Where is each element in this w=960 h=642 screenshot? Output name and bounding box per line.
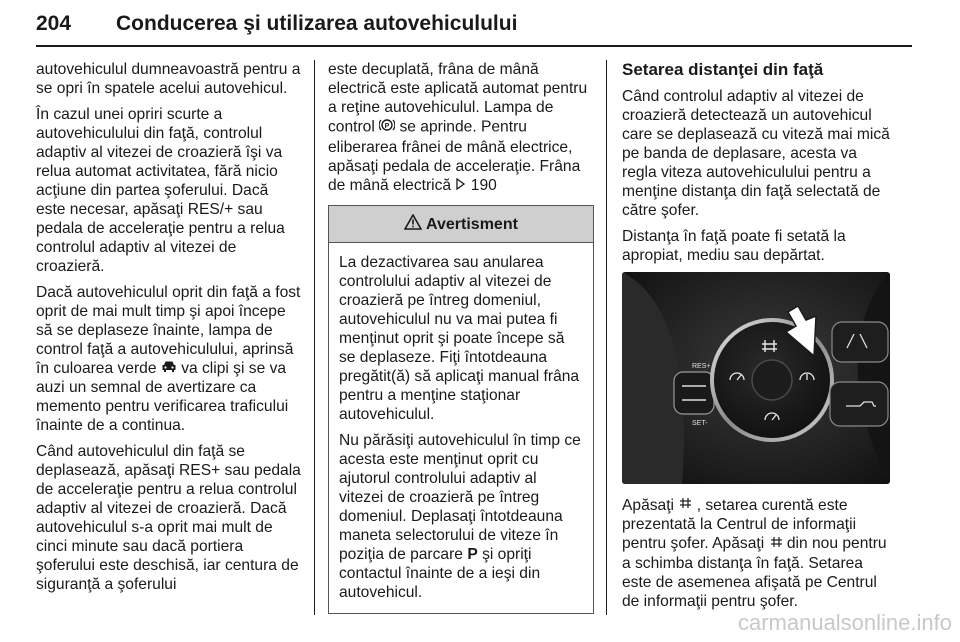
paragraph-text: se aprinde. Pentru eliberarea frânei de mână electrice, apăsaţi pedala de acceleraţie. Frâna de mână electrică — [328, 118, 581, 194]
header-rule — [36, 45, 912, 47]
warning-title: Avertisment — [426, 215, 518, 233]
column-2 — [328, 60, 594, 614]
column-divider — [314, 60, 315, 615]
page-reference[interactable]: 190 — [470, 177, 497, 194]
column-divider — [606, 60, 607, 615]
vehicle-ahead-icon — [161, 359, 177, 378]
page-title: Conducerea şi utilizarea autovehiculului — [116, 12, 518, 35]
following-distance-icon — [678, 496, 692, 515]
lane-assist-button — [832, 322, 888, 362]
paragraph: Când autovehiculul din faţă se deplasează, apăsaţi RES+ sau pedala de acceleraţie pentru a relua controlul adaptiv al vitezei de croazieră. Dacă autovehiculul s-a oprit mai mult de cinci minute sau dacă portiera şoferului este deschisă, iar centura de siguranţă a şoferului — [36, 443, 301, 594]
paragraph: autovehiculul dumneavoastră pentru a se opri în spatele acelui autovehicul. — [36, 61, 301, 97]
parking-brake-icon — [379, 117, 395, 138]
following-distance-icon — [769, 535, 783, 554]
set-label: SET- — [692, 420, 708, 427]
warning-header — [329, 206, 593, 243]
paragraph-text: , setarea curentă este prezentată la Centrul de informaţii pentru şofer. Apăsaţi — [622, 497, 857, 553]
center-button — [752, 360, 792, 400]
column-1 — [36, 60, 302, 601]
page-header — [36, 8, 912, 48]
warning-body — [329, 243, 593, 613]
distance-alert-button — [830, 382, 888, 426]
paragraph-text: Nu părăsiţi autovehiculul în timp ce acesta este menţinut oprit cu ajutorul controlului adaptiv al vitezei de croazieră pe întreg domeniul. Deplasaţi întotdeauna maneta selectorului de viteze în poziţia de parcare — [339, 432, 581, 564]
paragraph-text: din nou pentru a schimba distanţa în faţă. Setarea este de asemenea afişată pe Centrul de informaţii pentru şofer. — [622, 535, 887, 610]
paragraph — [339, 431, 583, 602]
paragraph-text: Apăsaţi — [622, 497, 675, 514]
paragraph-text: este decuplată, frâna de mână electrică este aplicată automat pentru a reţine autovehiculul. Lampa de control — [328, 61, 588, 136]
watermark: carmanualsonline.info — [737, 610, 952, 635]
paragraph-text: va clipi şi se va auzi un semnal de avertizare ca memento pentru verificarea traficului înainte de a continua. — [36, 360, 289, 435]
res-label: RES+ — [692, 363, 711, 370]
paragraph-text: Dacă autovehiculul oprit din faţă a fost oprit de mai mult timp şi apoi începe să se deplaseze înainte, lampa de control faţă a autovehiculului, aprinsă în culoarea verde — [36, 284, 301, 377]
section-heading: Setarea distanţei din faţă — [622, 60, 824, 79]
page-reference-arrow-icon — [455, 176, 466, 195]
warning-box — [328, 205, 594, 614]
paragraph — [36, 283, 302, 435]
paragraph — [328, 60, 594, 195]
steering-wheel-controls-figure — [622, 272, 890, 484]
page-number: 204 — [36, 12, 72, 35]
park-position-label: P — [467, 546, 478, 564]
paragraph: În cazul unei opriri scurte a autovehiculului din faţă, controlul adaptiv al vitezei de croazieră îşi va relua automat activitatea, fără nicio acţiune din partea şoferului. Dacă este necesar, apăsaţi RES/+ sau pedala de acceleraţie pentru a relua controlul adaptiv al vitezei de croazieră. — [36, 106, 285, 275]
res-set-rocker — [674, 372, 714, 414]
paragraph: La dezactivarea sau anularea controlului adaptiv al vitezei de croazieră pe întreg domeniul, autovehiculul nu va mai putea fi menţinut oprit şi poate începe să se deplaseze. Fiţi întotdeauna pregătit(ă) să aplicaţi manual frâna pentru a menţine staţionar autovehiculul. — [339, 254, 580, 424]
warning-triangle-icon — [404, 214, 422, 235]
paragraph: Când controlul adaptiv al vitezei de croazieră detectează un autovehicul care se deplasează cu viteză mai mică pe banda de deplasare, acesta va regla viteza autovehiculului pentru a menţine distanţa din faţă selectată de către şofer. — [622, 88, 890, 219]
svg-text:P: P — [384, 123, 390, 130]
paragraph: Distanţa în faţă poate fi setată la apropiat, mediu sau depărtat. — [622, 228, 846, 264]
paragraph-text: şi opriţi contactul înainte de a ieşi din autovehicul. — [339, 546, 541, 602]
paragraph — [622, 496, 890, 611]
column-3 — [622, 60, 890, 618]
